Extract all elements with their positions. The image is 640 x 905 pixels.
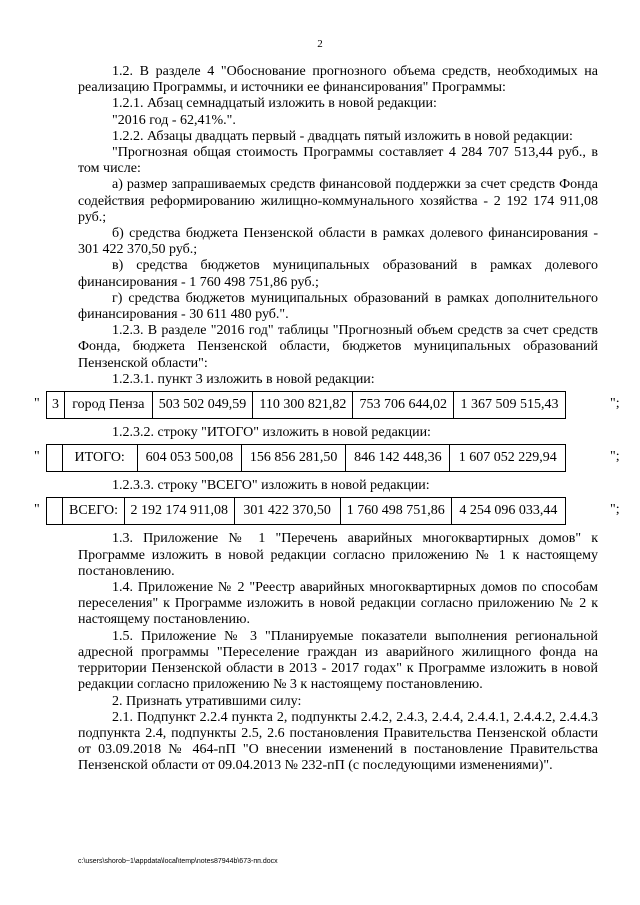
document-body [34, 64, 620, 775]
close-quote: "; [610, 449, 620, 465]
table-cell-number [47, 445, 63, 472]
paragraph-1-2: 1.2. В разделе 4 "Обоснование прогнозного объема средств, необходимых на реализацию Программы, и источники ее финансирования" Программы: [78, 64, 598, 96]
table-row-penza [34, 391, 620, 419]
paragraph-2-1: 2.1. Подпункт 2.2.4 пункта 2, подпункты 2.4.2, 2.4.3, 2.4.4, 2.4.4.1, 2.4.4.2, 2.4.4.3 подпункта 2.4, подпункты 2.5, 2.6 постановления Правительства Пензенской области от 03.09.2018 № 464-пП "О внесении изменений в постановление Правительства Пензенской области от 09.04.2013 № 232-пП (с последующими изменениями)". [78, 709, 598, 774]
table-cell-name: ВСЕГО: [63, 498, 125, 525]
table-cell-total: 1 367 509 515,43 [453, 392, 565, 419]
table-cell-region: 156 856 281,50 [241, 445, 345, 472]
table-cell-total: 4 254 096 033,44 [451, 498, 565, 525]
table-cell-total: 1 607 052 229,94 [450, 445, 566, 472]
paragraph-1-4: 1.4. Приложение № 2 "Реестр аварийных многоквартирных домов по способам переселения" к Программе изложить в новой редакции согласно приложению № 2 к настоящему постановлению. [78, 580, 598, 628]
table-cell-number [47, 498, 63, 525]
page-number: 2 [317, 38, 323, 50]
quote-2016: "2016 год - 62,41%.". [112, 112, 236, 128]
open-quote: " [34, 502, 40, 518]
paragraph-1-5: 1.5. Приложение № 3 "Планируемые показатели выполнения региональной адресной программы "Переселение граждан из аварийного жилищного фонда на территории Пензенской области в 2013 - 2017 годах" к Программе изложить в новой редакции согласно приложению № 3 к настоящему постановлению. [78, 628, 598, 693]
table-cell-region: 110 300 821,82 [253, 392, 353, 419]
file-path-footer: c:\users\shorob~1\appdata\local\temp\notes87944b\673-пп.docx [78, 858, 278, 865]
paragraph-1-2-1: 1.2.1. Абзац семнадцатый изложить в новой редакции: [112, 96, 437, 112]
paragraph-total-cost: "Прогнозная общая стоимость Программы составляет 4 284 707 513,44 руб., в том числе: [78, 145, 598, 177]
table-cell-municipal: 753 706 644,02 [353, 392, 454, 419]
paragraph-1-3: 1.3. Приложение № 1 "Перечень аварийных многоквартирных домов" к Программе изложить в новой редакции согласно приложению № 1 к настоящему постановлению. [78, 531, 598, 579]
table-cell-number: 3 [47, 392, 65, 419]
table-cell-region: 301 422 370,50 [234, 498, 340, 525]
paragraph-1-2-3-2: 1.2.3.2. строку "ИТОГО" изложить в новой редакции: [112, 425, 431, 441]
paragraph-1-2-3: 1.2.3. В разделе "2016 год" таблицы "Прогнозный объем средств за счет средств Фонда, бюджета Пензенской области, бюджетов муниципальных образований Пензенской области": [78, 323, 598, 371]
paragraph-1-2-3-3: 1.2.3.3. строку "ВСЕГО" изложить в новой редакции: [112, 478, 430, 494]
paragraph-2: 2. Признать утратившими силу: [112, 693, 302, 709]
table-cell-municipal: 1 760 498 751,86 [340, 498, 451, 525]
table-cell-municipal: 846 142 448,36 [346, 445, 450, 472]
paragraph-a: а) размер запрашиваемых средств финансовой поддержки за счет средств Фонда содействия реформированию жилищно-коммунального хозяйства - 2 192 174 911,08 руб.; [78, 177, 598, 225]
table-penza [46, 391, 566, 419]
paragraph-b: б) средства бюджета Пензенской области в рамках долевого финансирования - 301 422 370,50 руб.; [78, 226, 598, 258]
close-quote: "; [610, 396, 620, 412]
open-quote: " [34, 396, 40, 412]
table-cell-fund: 2 192 174 911,08 [124, 498, 234, 525]
close-quote: "; [610, 502, 620, 518]
open-quote: " [34, 449, 40, 465]
paragraph-1-2-2: 1.2.2. Абзацы двадцать первый - двадцать пятый изложить в новой редакции: [112, 128, 573, 144]
paragraph-v: в) средства бюджетов муниципальных образований в рамках долевого финансирования - 1 760 498 751,86 руб.; [78, 258, 598, 290]
table-cell-fund: 604 053 500,08 [137, 445, 241, 472]
table-row-itogo [34, 444, 620, 472]
table-cell-fund: 503 502 049,59 [152, 392, 253, 419]
paragraph-g: г) средства бюджетов муниципальных образований в рамках дополнительного финансирования - 30 611 480 руб.". [78, 290, 598, 323]
table-row-vsego [34, 497, 620, 525]
table-itogo [46, 444, 566, 472]
table-vsego [46, 497, 566, 525]
table-cell-name: ИТОГО: [62, 445, 137, 472]
paragraph-1-2-3-1: 1.2.3.1. пункт 3 изложить в новой редакции: [112, 371, 375, 387]
table-cell-name: город Пенза [64, 392, 152, 419]
